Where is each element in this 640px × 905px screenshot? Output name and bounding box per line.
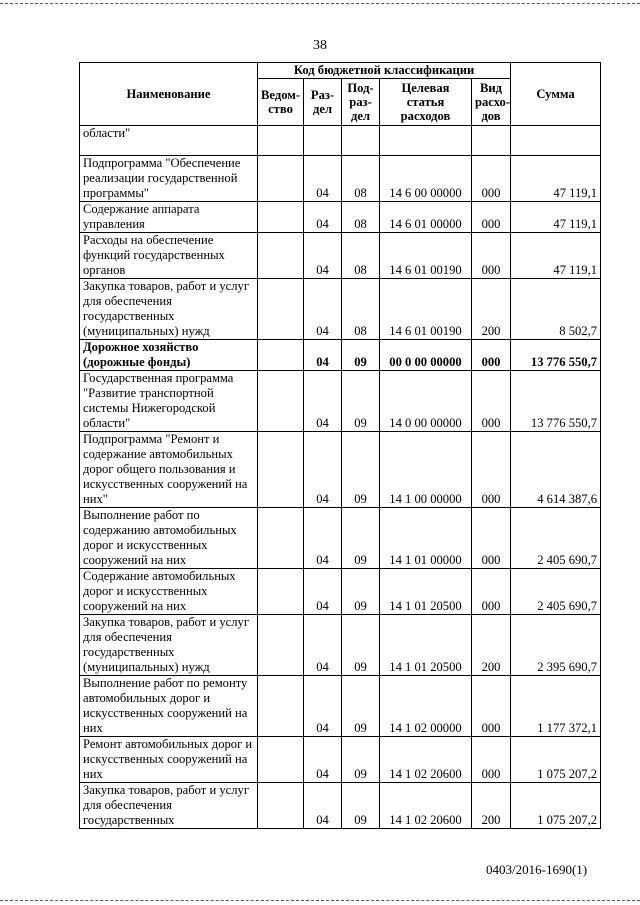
- cell-subsection: 09: [342, 371, 380, 432]
- cell-section: 04: [304, 279, 342, 340]
- cell-department: [258, 371, 304, 432]
- table-row: [80, 737, 601, 783]
- table-row: [80, 615, 601, 676]
- cell-target-item: 14 6 01 00190: [380, 233, 472, 279]
- cell-amount: 1 075 207,2: [511, 783, 601, 829]
- header-expense-type-text: Вид расхо- дов: [475, 81, 511, 123]
- cell-target-item: 14 1 01 20500: [380, 569, 472, 615]
- header-subsection: [342, 79, 380, 126]
- cell-department: [258, 279, 304, 340]
- cell-department: [258, 508, 304, 569]
- table-row: [80, 279, 601, 340]
- cell-department: [258, 676, 304, 737]
- cell-section: 04: [304, 432, 342, 508]
- cell-target-item: 14 6 00 00000: [380, 156, 472, 202]
- cell-department: [258, 783, 304, 829]
- table-row: [80, 783, 601, 829]
- cell-name: Государственная программа "Развитие транспортной системы Нижегородской области": [80, 371, 258, 432]
- cell-name: Закупка товаров, работ и услуг для обеспечения государственных: [80, 783, 258, 829]
- cell-expense-type: 000: [472, 202, 511, 233]
- cell-expense-type: 000: [472, 156, 511, 202]
- table-row: [80, 233, 601, 279]
- cell-name: Ремонт автомобильных дорог и искусственных сооружений на них: [80, 737, 258, 783]
- cell-target-item: 14 1 01 00000: [380, 508, 472, 569]
- cell-amount: 47 119,1: [511, 156, 601, 202]
- table-row: [80, 676, 601, 737]
- table-row: [80, 156, 601, 202]
- cell-section: 04: [304, 233, 342, 279]
- cell-department: [258, 569, 304, 615]
- cell-expense-type: 200: [472, 783, 511, 829]
- table-cell: [342, 126, 380, 156]
- header-name: Наименование: [80, 63, 258, 126]
- cell-amount: 13 776 550,7: [511, 340, 601, 371]
- cell-section: 04: [304, 676, 342, 737]
- cell-subsection: 09: [342, 340, 380, 371]
- cell-subsection: 09: [342, 432, 380, 508]
- cell-target-item: 14 1 02 20600: [380, 783, 472, 829]
- cell-expense-type: 000: [472, 737, 511, 783]
- cell-target-item: 14 6 01 00000: [380, 202, 472, 233]
- table-cell: [380, 126, 472, 156]
- cell-name: Выполнение работ по ремонту автомобильных дорог и искусственных сооружений на них: [80, 676, 258, 737]
- cell-department: [258, 233, 304, 279]
- cell-department: [258, 202, 304, 233]
- cell-department: [258, 737, 304, 783]
- cell-subsection: 09: [342, 676, 380, 737]
- continuation-text: области": [80, 126, 258, 156]
- table-cell: [304, 126, 342, 156]
- cell-target-item: 14 6 01 00190: [380, 279, 472, 340]
- header-section-text: Раз- дел: [310, 88, 335, 116]
- cell-name: Содержание автомобильных дорог и искусственных сооружений на них: [80, 569, 258, 615]
- cell-subsection: 09: [342, 508, 380, 569]
- cell-section: 04: [304, 340, 342, 371]
- cell-name: Дорожное хозяйство (дорожные фонды): [80, 340, 258, 371]
- cell-expense-type: 000: [472, 340, 511, 371]
- cell-name: Выполнение работ по содержанию автомобильных дорог и искусственных сооружений на них: [80, 508, 258, 569]
- cell-expense-type: 200: [472, 279, 511, 340]
- cell-subsection: 08: [342, 233, 380, 279]
- cell-amount: 4 614 387,6: [511, 432, 601, 508]
- cell-section: 04: [304, 508, 342, 569]
- header-code-group: Код бюджетной классификации: [258, 63, 511, 79]
- table-row: [80, 371, 601, 432]
- cell-expense-type: 000: [472, 676, 511, 737]
- header-department: [258, 79, 304, 126]
- table-cell: [472, 126, 511, 156]
- header-expense-type: [472, 79, 511, 126]
- cell-section: 04: [304, 737, 342, 783]
- cell-name: Закупка товаров, работ и услуг для обеспечения государственных (муниципальных) нужд: [80, 615, 258, 676]
- cell-target-item: 14 0 00 00000: [380, 371, 472, 432]
- table-row: [80, 340, 601, 371]
- cell-target-item: 14 1 00 00000: [380, 432, 472, 508]
- cell-expense-type: 000: [472, 233, 511, 279]
- header-department-text: Ведом- ство: [261, 88, 301, 116]
- top-edge-line: [0, 3, 640, 4]
- cell-subsection: 08: [342, 202, 380, 233]
- cell-subsection: 09: [342, 615, 380, 676]
- cell-department: [258, 615, 304, 676]
- cell-target-item: 14 1 02 20600: [380, 737, 472, 783]
- cell-subsection: 08: [342, 156, 380, 202]
- cell-expense-type: 000: [472, 508, 511, 569]
- cell-department: [258, 340, 304, 371]
- table-row-continuation: [80, 126, 601, 156]
- cell-name: Закупка товаров, работ и услуг для обеспечения государственных (муниципальных) нужд: [80, 279, 258, 340]
- cell-section: 04: [304, 156, 342, 202]
- cell-amount: 47 119,1: [511, 202, 601, 233]
- cell-amount: 47 119,1: [511, 233, 601, 279]
- table-row: [80, 508, 601, 569]
- cell-name: Содержание аппарата управления: [80, 202, 258, 233]
- cell-section: 04: [304, 783, 342, 829]
- table-row: [80, 569, 601, 615]
- cell-target-item: 00 0 00 00000: [380, 340, 472, 371]
- cell-section: 04: [304, 569, 342, 615]
- cell-amount: 1 075 207,2: [511, 737, 601, 783]
- cell-department: [258, 432, 304, 508]
- cell-expense-type: 000: [472, 371, 511, 432]
- cell-subsection: 09: [342, 737, 380, 783]
- page-number: 38: [313, 38, 327, 53]
- header-subsection-text: Под- раз- дел: [347, 81, 374, 123]
- budget-table: [79, 62, 601, 829]
- cell-amount: 2 405 690,7: [511, 508, 601, 569]
- cell-amount: 2 405 690,7: [511, 569, 601, 615]
- cell-section: 04: [304, 615, 342, 676]
- cell-amount: 13 776 550,7: [511, 371, 601, 432]
- cell-expense-type: 000: [472, 432, 511, 508]
- header-section: [304, 79, 342, 126]
- cell-section: 04: [304, 202, 342, 233]
- cell-amount: 2 395 690,7: [511, 615, 601, 676]
- cell-amount: 8 502,7: [511, 279, 601, 340]
- cell-amount: 1 177 372,1: [511, 676, 601, 737]
- table-row: [80, 432, 601, 508]
- cell-name: Подпрограмма "Обеспечение реализации государственной программы": [80, 156, 258, 202]
- cell-subsection: 08: [342, 279, 380, 340]
- header-target-item-text: Целевая статья расходов: [400, 81, 451, 123]
- cell-section: 04: [304, 371, 342, 432]
- header-amount: Сумма: [511, 63, 601, 126]
- cell-target-item: 14 1 02 00000: [380, 676, 472, 737]
- cell-subsection: 09: [342, 783, 380, 829]
- cell-expense-type: 000: [472, 569, 511, 615]
- table-cell: [511, 126, 601, 156]
- cell-department: [258, 156, 304, 202]
- bottom-edge-line: [0, 900, 640, 901]
- cell-expense-type: 200: [472, 615, 511, 676]
- table-row: [80, 202, 601, 233]
- cell-subsection: 09: [342, 569, 380, 615]
- document-code: 0403/2016-1690(1): [486, 862, 588, 877]
- cell-name: Подпрограмма "Ремонт и содержание автомобильных дорог общего пользования и искусственных сооружений на них": [80, 432, 258, 508]
- table-cell: [258, 126, 304, 156]
- cell-target-item: 14 1 01 20500: [380, 615, 472, 676]
- header-target-item: [380, 79, 472, 126]
- cell-name: Расходы на обеспечение функций государственных органов: [80, 233, 258, 279]
